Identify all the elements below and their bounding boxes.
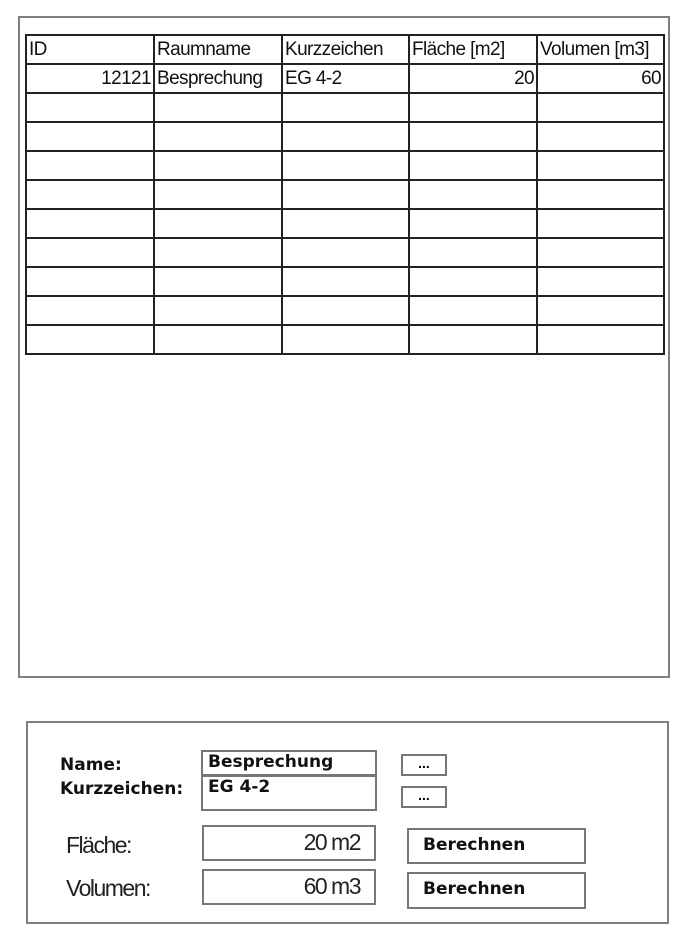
table-cell[interactable] xyxy=(537,180,664,209)
table-cell[interactable] xyxy=(154,325,282,354)
name-field[interactable]: Besprechung xyxy=(201,750,377,776)
table-cell[interactable]: Besprechung xyxy=(154,64,282,93)
table-cell[interactable] xyxy=(537,151,664,180)
table-header-row xyxy=(26,35,664,64)
flaeche-label: Fläche: xyxy=(66,832,131,858)
table-cell[interactable] xyxy=(154,267,282,296)
table-cell[interactable] xyxy=(154,122,282,151)
col-header-id[interactable]: ID xyxy=(26,35,154,64)
table-cell[interactable] xyxy=(282,238,409,267)
table-cell[interactable] xyxy=(282,296,409,325)
table-cell[interactable] xyxy=(409,325,537,354)
table-cell[interactable] xyxy=(154,238,282,267)
table-cell[interactable]: 12121 xyxy=(26,64,154,93)
table-row[interactable] xyxy=(26,296,664,325)
flaeche-berechnen-button[interactable]: Berechnen xyxy=(407,828,586,864)
table-cell[interactable] xyxy=(537,267,664,296)
table-cell[interactable] xyxy=(537,209,664,238)
table-cell[interactable] xyxy=(409,209,537,238)
kurzzeichen-field[interactable]: EG 4-2 xyxy=(201,775,377,811)
table-cell[interactable] xyxy=(537,238,664,267)
table-cell[interactable] xyxy=(537,122,664,151)
table-cell[interactable] xyxy=(26,122,154,151)
table-cell[interactable] xyxy=(282,151,409,180)
table-cell[interactable] xyxy=(26,325,154,354)
table-cell[interactable]: 20 xyxy=(409,64,537,93)
table-cell[interactable] xyxy=(26,209,154,238)
table-cell[interactable]: 60 xyxy=(537,64,664,93)
table-cell[interactable] xyxy=(154,151,282,180)
table-cell[interactable] xyxy=(409,296,537,325)
table-row[interactable] xyxy=(26,64,664,93)
table-cell[interactable] xyxy=(409,151,537,180)
kurzzeichen-browse-button[interactable]: ... xyxy=(401,786,447,808)
table-row[interactable] xyxy=(26,238,664,267)
table-cell[interactable] xyxy=(282,93,409,122)
name-label: Name: xyxy=(60,755,122,775)
table-cell[interactable] xyxy=(537,325,664,354)
table-cell[interactable] xyxy=(26,180,154,209)
table-cell[interactable] xyxy=(26,151,154,180)
table-row[interactable] xyxy=(26,267,664,296)
table-cell[interactable] xyxy=(409,267,537,296)
table-cell[interactable] xyxy=(282,267,409,296)
table-cell[interactable] xyxy=(26,296,154,325)
flaeche-field[interactable]: 20 m2 xyxy=(202,825,376,861)
table-cell[interactable] xyxy=(154,209,282,238)
table-cell[interactable] xyxy=(282,180,409,209)
table-cell[interactable] xyxy=(26,267,154,296)
col-header-volumen[interactable]: Volumen [m3] xyxy=(537,35,664,64)
volumen-label: Volumen: xyxy=(66,875,150,901)
table-row[interactable] xyxy=(26,151,664,180)
volumen-berechnen-button[interactable]: Berechnen xyxy=(407,872,586,909)
table-cell[interactable] xyxy=(26,238,154,267)
table-cell[interactable] xyxy=(154,93,282,122)
col-header-flaeche[interactable]: Fläche [m2] xyxy=(409,35,537,64)
table-cell[interactable] xyxy=(154,180,282,209)
table-cell[interactable] xyxy=(409,238,537,267)
table-cell[interactable] xyxy=(26,93,154,122)
room-detail-form xyxy=(26,721,669,924)
table-cell[interactable] xyxy=(282,209,409,238)
table-row[interactable] xyxy=(26,122,664,151)
table-cell[interactable]: EG 4-2 xyxy=(282,64,409,93)
table-cell[interactable] xyxy=(537,296,664,325)
table-row[interactable] xyxy=(26,209,664,238)
table-cell[interactable] xyxy=(154,296,282,325)
col-header-raumname[interactable]: Raumname xyxy=(154,35,282,64)
volumen-field[interactable]: 60 m3 xyxy=(202,869,376,905)
table-cell[interactable] xyxy=(409,93,537,122)
col-header-kurzzeichen[interactable]: Kurzzeichen xyxy=(282,35,409,64)
name-browse-button[interactable]: ... xyxy=(401,754,447,776)
table-cell[interactable] xyxy=(409,122,537,151)
table-cell[interactable] xyxy=(409,180,537,209)
table-cell[interactable] xyxy=(537,93,664,122)
table-cell[interactable] xyxy=(282,325,409,354)
table-row[interactable] xyxy=(26,93,664,122)
kurzzeichen-label: Kurzzeichen: xyxy=(60,779,184,799)
table-cell[interactable] xyxy=(282,122,409,151)
table-row[interactable] xyxy=(26,180,664,209)
table-row[interactable] xyxy=(26,325,664,354)
rooms-table xyxy=(25,34,665,355)
